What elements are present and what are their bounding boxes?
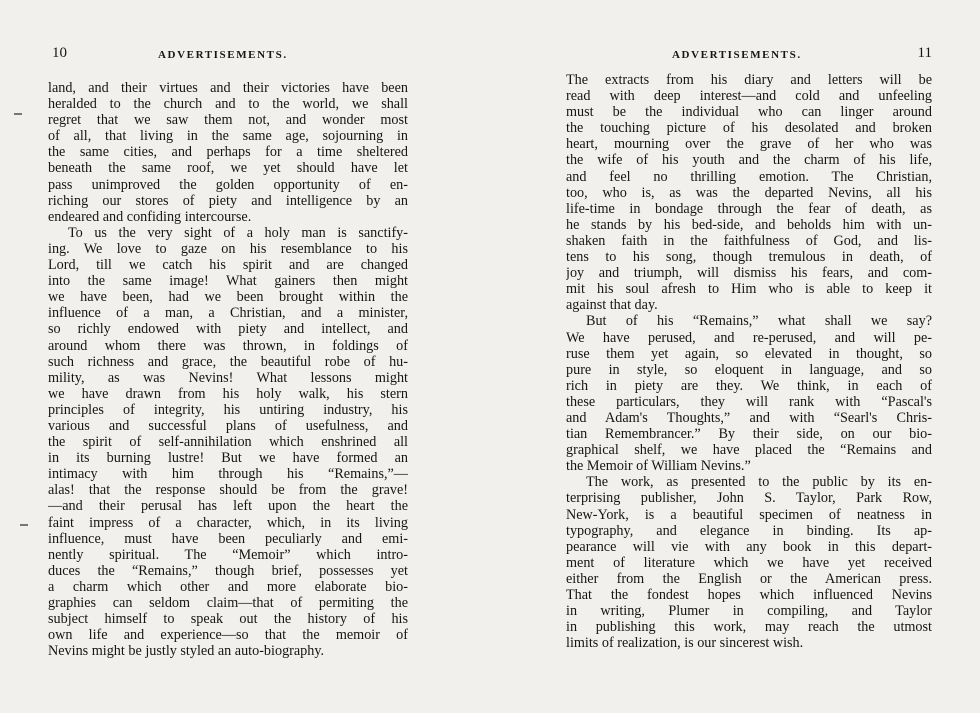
- text-line: we have been, had we been brought within the: [48, 289, 408, 306]
- text-line: the same cities, and perhaps for a time sheltered: [48, 144, 408, 161]
- text-line: We have perused, and re-perused, and will pe-: [566, 329, 932, 346]
- text-line: against that day.: [566, 297, 658, 314]
- text-line: Nevins might be justly styled an auto-biography.: [48, 643, 325, 660]
- text-line: influence, must have been peculiarly and emi-: [48, 530, 408, 547]
- text-line: we have drawn from his holy walk, his stern: [48, 385, 408, 402]
- text-line: these particulars, they will rank with “Pascal's: [566, 393, 932, 410]
- text-line: joy and triumph, will dismiss his fears, and com-: [566, 265, 932, 282]
- margin-mark: [14, 113, 22, 115]
- text-line: shaken faith in the faithfulness of God, and lis-: [566, 232, 932, 249]
- text-line: The work, as presented to the public by its en-: [586, 474, 932, 491]
- text-line: tian Remembrancer.” By their side, on our bio-: [566, 426, 932, 443]
- text-line: ment of literature which we have yet received: [566, 554, 932, 571]
- running-head: ADVERTISEMENTS.: [672, 49, 802, 61]
- page-number: 10: [52, 45, 67, 61]
- text-line: into the same image! What gainers then might: [48, 273, 408, 290]
- text-line: nently spiritual. The “Memoir” which intro-: [48, 546, 408, 563]
- right-page-header: [566, 47, 932, 69]
- text-line: terprising publisher, John S. Taylor, Park Row,: [566, 490, 932, 507]
- text-line: influence of a man, a Christian, and a minister,: [48, 305, 408, 322]
- text-line: in writing, Plumer in compiling, and Taylor: [566, 603, 932, 620]
- text-line: must be the individual who can linger around: [566, 104, 932, 121]
- text-line: subject himself to speak out the history of his: [48, 611, 408, 628]
- text-line: of all, that living in the same age, sojourning in: [48, 128, 408, 145]
- text-line: heart, mourning over the grave of her who was: [566, 136, 932, 153]
- text-line: heralded to the church and to the world, we shall: [48, 96, 408, 113]
- text-line: Lord, till we catch his spirit and are changed: [48, 257, 408, 274]
- text-line: pure in style, so eloquent in language, and so: [566, 361, 932, 378]
- right-page-text: [566, 72, 932, 651]
- text-line: so richly endowed with piety and intellect, and: [48, 321, 408, 338]
- text-line: That the fondest hopes which influenced Nevins: [566, 587, 932, 603]
- text-line: pass unimproved the golden opportunity of en-: [48, 176, 408, 193]
- text-line: graphical shelf, we have placed the “Remains and: [566, 442, 932, 459]
- running-head: ADVERTISEMENTS.: [158, 49, 288, 61]
- text-line: a charm which other and more elaborate bio-: [48, 578, 408, 595]
- text-line: various and successful plans of usefulness, and: [48, 417, 408, 434]
- text-line: ruse them yet again, so elevated in thought, so: [566, 345, 932, 362]
- text-line: and feel no thrilling emotion. The Christian,: [566, 168, 932, 185]
- text-line: the touching picture of his desolated and broken: [566, 120, 932, 137]
- text-line: mility, as was Nevins! What lessons might: [48, 369, 408, 386]
- text-line: either from the English or the American press.: [566, 570, 932, 587]
- right-page: [566, 0, 932, 713]
- text-line: and Adam's Thoughts,” and with “Searl's Chris-: [566, 409, 932, 426]
- text-line: the wife of his youth and the charm of his life,: [566, 152, 932, 169]
- text-line: own life and experience—so that the memoir of: [48, 627, 408, 644]
- text-line: in its burning lustre! But we have formed an: [48, 450, 408, 467]
- margin-mark: [20, 524, 28, 526]
- text-line: To us the very sight of a holy man is sanctify-: [68, 224, 408, 241]
- text-line: tens to his song, though tremulous in death, of: [566, 249, 932, 266]
- text-line: the spirit of self-annihilation which enshrined all: [48, 434, 408, 451]
- text-line: riching our stores of piety and intelligence by an: [48, 192, 408, 209]
- text-line: endeared and confiding intercourse.: [48, 208, 252, 225]
- text-line: limits of realization, is our sincerest wish.: [566, 635, 804, 652]
- text-line: alas! that the response should be from the grave!: [48, 482, 408, 499]
- text-line: intimacy with him through his “Remains,”—: [48, 466, 408, 483]
- text-line: life-time in bondage through the fear of death, as: [566, 200, 932, 217]
- text-line: around whom there was thrown, in foldings of: [48, 337, 408, 354]
- text-line: graphies can seldom claim—that of permiting the: [48, 595, 408, 611]
- text-line: principles of integrity, his untiring industry, his: [48, 401, 408, 418]
- text-line: he stands by his bed-side, and beholds him with un-: [566, 216, 932, 233]
- text-line: read with deep interest—and cold and unfeeling: [566, 88, 932, 105]
- text-line: rich in piety are they. We think, in each of: [566, 377, 932, 394]
- text-line: too, who is, as was the departed Nevins, all his: [566, 184, 932, 201]
- text-line: mit his soul afresh to Him who is able to keep it: [566, 281, 932, 298]
- text-line: pearance will vie with any book in this depart-: [566, 538, 932, 555]
- page-number: 11: [917, 45, 932, 61]
- text-line: typography, and elegance in binding. Its ap-: [566, 522, 932, 539]
- text-line: beneath the same roof, we yet should have let: [48, 160, 408, 177]
- text-line: duces the “Remains,” though brief, possesses yet: [48, 562, 408, 579]
- text-line: in publishing this work, may reach the utmost: [566, 619, 932, 636]
- text-line: ing. We love to gaze on his resemblance to his: [48, 240, 408, 257]
- text-line: New-York, is a beautiful specimen of neatness in: [566, 506, 932, 523]
- text-line: regret that we saw them not, and wonder most: [48, 112, 408, 129]
- left-page-header: [48, 47, 408, 69]
- left-page: [48, 0, 408, 713]
- text-line: the Memoir of William Nevins.”: [566, 458, 751, 475]
- text-line: But of his “Remains,” what shall we say?: [586, 313, 932, 330]
- text-line: —and their perusal has left upon the heart the: [48, 498, 408, 515]
- text-line: such richness and grace, the beautiful robe of hu-: [48, 353, 408, 370]
- left-page-text: [48, 80, 408, 659]
- text-line: land, and their virtues and their victories have been: [48, 80, 408, 96]
- text-line: The extracts from his diary and letters will be: [566, 72, 932, 88]
- text-line: faint impress of a character, which, in its living: [48, 514, 408, 531]
